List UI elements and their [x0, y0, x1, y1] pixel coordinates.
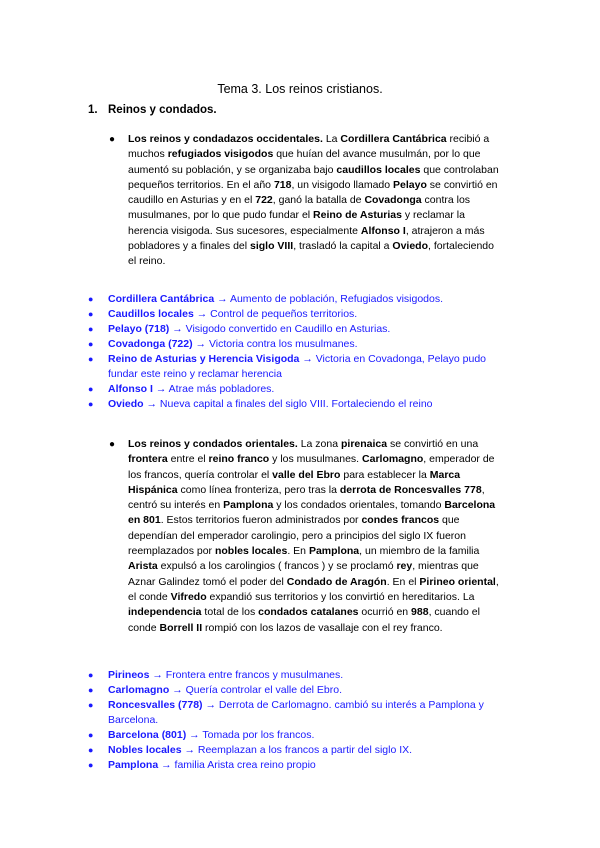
bold-run: Los reinos y condados orientales. — [128, 438, 298, 450]
bold-run: Los reinos y condadazos occidentales. — [128, 133, 323, 145]
text-run: como línea fronteriza, pero tras la — [177, 483, 340, 496]
text-run: , el conde — [128, 575, 499, 603]
text-run: entre el — [167, 453, 209, 466]
list-item-description: → Derrota de Carlomagno. cambió su interés a Pamplona y Barcelona. — [108, 699, 484, 726]
list-item-description: → Aumento de población, Refugiados visigodos. — [217, 293, 444, 305]
summary-list-eastern — [88, 668, 508, 773]
list-item-description: → Victoria en Covadonga, Pelayo pudo fundar este reino y reclamar herencia — [108, 353, 487, 380]
text-run: total de los — [201, 606, 259, 619]
text-run: , un visigodo llamado — [291, 178, 394, 191]
bold-run: refugiados visigodos — [167, 148, 274, 161]
bullet-icon: ● — [109, 439, 116, 450]
bullet-icon: ● — [88, 745, 94, 755]
list-item — [88, 668, 508, 683]
bold-run: condados catalanes — [258, 606, 359, 619]
list-item-term: Pamplona — [108, 759, 159, 771]
text-run: La — [322, 133, 341, 145]
list-item-term: Caudillos locales — [108, 308, 194, 320]
page-title: Tema 3. Los reinos cristianos. — [217, 82, 383, 96]
bold-run: frontera — [128, 453, 168, 466]
text-run: se convirtió en una — [387, 438, 479, 450]
text-run: rompió con los lazos de vasallaje con el rey franco. — [202, 621, 443, 634]
text-run: , cuando el conde — [128, 606, 480, 634]
bullet-icon: ● — [88, 384, 94, 394]
text-run: . En — [287, 545, 309, 558]
list-item-description: → Tomada por los francos. — [189, 729, 315, 741]
text-run: . En el — [386, 575, 420, 588]
bold-run: Condado de Aragón — [286, 575, 387, 588]
bold-run: Barcelona en 801 — [128, 499, 496, 527]
list-item — [88, 352, 508, 382]
list-item-term: Carlomagno — [108, 684, 170, 696]
bold-run: Borrell II — [159, 621, 203, 634]
bold-run: pirenaica — [341, 438, 388, 450]
bold-run: Marca Hispánica — [128, 468, 461, 496]
list-item — [88, 322, 508, 337]
list-item — [88, 743, 508, 758]
bold-run: valle del Ebro — [272, 468, 341, 481]
bullet-icon: ● — [88, 339, 94, 349]
list-item-term: Cordillera Cantábrica — [108, 293, 215, 305]
bold-run: caudillos locales — [336, 163, 421, 176]
list-item-description: → Atrae más pobladores. — [155, 383, 275, 395]
bold-run: 988 — [411, 606, 429, 619]
section-number: 1. — [88, 104, 98, 116]
list-item-description: → Frontera entre francos y musulmanes. — [152, 669, 344, 681]
list-item-description: → Victoria contra los musulmanes. — [195, 338, 358, 350]
paragraph-text — [128, 132, 500, 270]
bullet-icon: ● — [109, 134, 116, 145]
bold-run: independencia — [128, 606, 202, 619]
text-run: expandió sus territorios y los convirtió en hereditarios. La — [206, 590, 475, 603]
bullet-icon: ● — [88, 700, 94, 710]
paragraph-western-kingdoms — [109, 132, 500, 270]
bold-run: Cordillera Cantábrica — [340, 133, 447, 145]
text-run: , emperador de los francos, quería controlar el — [128, 453, 495, 481]
text-run: , mientras que Aznar Galindez tomó el poder del — [128, 560, 479, 588]
list-item-term: Alfonso I — [108, 383, 153, 395]
list-item — [88, 758, 508, 773]
section-heading — [88, 104, 217, 116]
bold-run: siglo VIII — [250, 240, 294, 253]
bullet-icon: ● — [88, 354, 94, 364]
list-item — [88, 728, 508, 743]
bold-run: Pelayo — [393, 178, 427, 191]
text-run: , ganó la batalla de — [272, 194, 365, 207]
list-item-description: → Quería controlar el valle del Ebro. — [172, 684, 343, 696]
list-item-term: Roncesvalles (778) — [108, 699, 203, 711]
text-run: y reclamar la herencia visigoda. Sus sucesores, especialmente — [128, 209, 465, 237]
text-run: expulsó a los carolingios ( francos ) y se proclamó — [157, 560, 397, 573]
text-run: que huían del avance musulmán, por lo que aumentó su población, y se organizaba bajo — [128, 148, 481, 176]
text-run: y los condados orientales, tomando — [273, 499, 445, 512]
list-item — [88, 698, 508, 728]
list-item-term: Pelayo (718) — [108, 323, 170, 335]
bullet-icon: ● — [88, 309, 94, 319]
text-run: contra los musulmanes, por lo que pudo fundar el — [128, 194, 471, 222]
text-run: que controlaban pequeños territorios. En el año — [128, 163, 499, 191]
paragraph-text — [128, 437, 500, 636]
bold-run: Alfonso I — [360, 224, 406, 237]
bold-run: Reino de Asturias — [313, 209, 402, 222]
bold-run: rey — [396, 560, 413, 573]
bullet-icon: ● — [88, 760, 94, 770]
list-item-term: Barcelona (801) — [108, 729, 187, 741]
bold-run: reino franco — [208, 453, 270, 466]
text-run: para establecer la — [340, 468, 430, 481]
list-item — [88, 382, 508, 397]
text-run: , atrajeron a más pobladores y a finales del — [128, 224, 485, 253]
bold-run: Pamplona — [308, 545, 360, 558]
text-run: y los musulmanes. — [269, 453, 363, 466]
bullet-icon: ● — [88, 294, 94, 304]
bold-run: derrota de Roncesvalles 778 — [339, 483, 482, 496]
bold-run: Arista — [128, 560, 158, 573]
bold-run: Carlomagno — [362, 453, 424, 466]
list-item-description: → familia Arista crea reino propio — [161, 759, 316, 771]
bold-run: Vifredo — [170, 590, 207, 603]
list-item-term: Covadonga (722) — [108, 338, 193, 350]
list-item — [88, 292, 508, 307]
text-run: , fortaleciendo el reino. — [128, 240, 494, 268]
text-run: , un miembro de la familia — [359, 545, 480, 558]
bullet-icon: ● — [88, 670, 94, 680]
list-item — [88, 397, 508, 412]
text-run: recibió a muchos — [128, 133, 490, 161]
list-item — [88, 683, 508, 698]
bold-run: nobles locales — [214, 545, 288, 558]
list-item-term: Reino de Asturias y Herencia Visigoda — [108, 353, 300, 365]
list-item-description: → Nueva capital a finales del siglo VIII. Fortaleciendo el reino — [146, 398, 433, 410]
bold-run: 722 — [255, 194, 273, 207]
text-run: , trasladó la capital a — [293, 240, 393, 253]
bold-run: Oviedo — [392, 240, 429, 253]
bullet-icon: ● — [88, 685, 94, 695]
bold-run: 718 — [273, 178, 292, 191]
list-item-description: → Control de pequeños territorios. — [196, 308, 358, 320]
paragraph-eastern-kingdoms — [109, 437, 500, 636]
text-run: . Estos territorios fueron administrados por — [160, 514, 362, 527]
list-item-term: Pirineos — [108, 669, 150, 681]
list-item-description: → Reemplazan a los francos a partir del siglo IX. — [184, 744, 413, 756]
summary-list-western — [88, 292, 508, 412]
bold-run: Covadonga — [364, 194, 422, 207]
text-run: , centró su interés en — [128, 483, 485, 512]
text-run: ocurrió en — [358, 606, 412, 619]
bullet-icon: ● — [88, 399, 94, 409]
list-item — [88, 307, 508, 322]
list-item-description: → Visigodo convertido en Caudillo en Asturias. — [172, 323, 391, 335]
list-item-term: Oviedo — [108, 398, 144, 410]
bold-run: Pamplona — [223, 499, 274, 512]
section-title: Reinos y condados. — [108, 104, 217, 116]
list-item — [88, 337, 508, 352]
text-run: se convirtió en caudillo en Asturias y en el — [128, 178, 498, 207]
bold-run: Pirineo oriental — [419, 575, 496, 588]
text-run: La zona — [297, 438, 341, 450]
text-run: que dependían del emperador carolingio, pero a principios del siglo IX fueron reemplazados por — [128, 514, 466, 558]
bold-run: condes francos — [361, 514, 440, 527]
bullet-icon: ● — [88, 324, 94, 334]
list-item-term: Nobles locales — [108, 744, 182, 756]
bullet-icon: ● — [88, 730, 94, 740]
